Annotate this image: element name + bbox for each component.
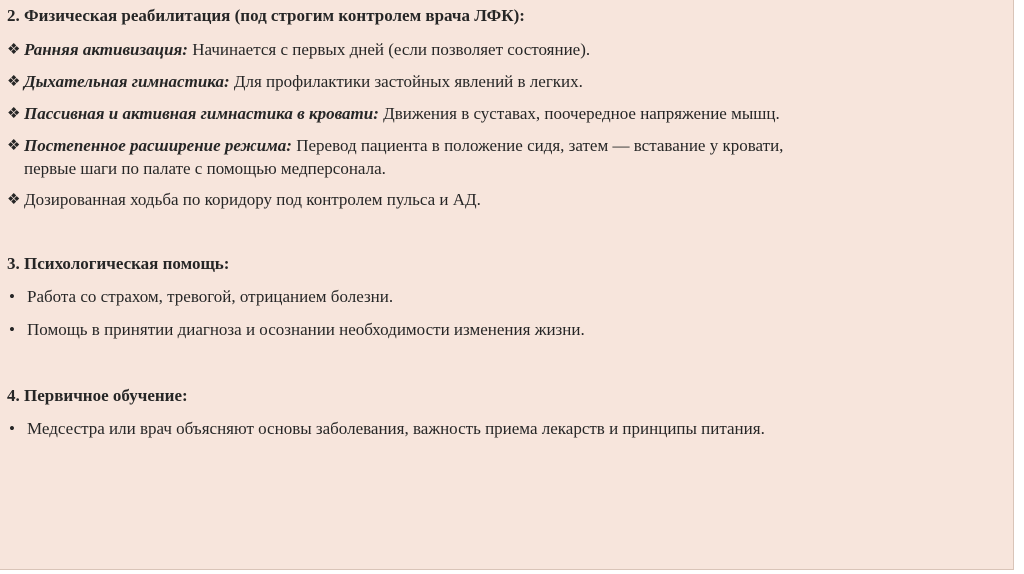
section-3-heading: 3. Психологическая помощь: bbox=[7, 254, 230, 273]
item-term: Постепенное расширение режима: bbox=[24, 136, 292, 155]
list-item bbox=[7, 190, 1013, 210]
diamond-bullet-icon: ❖ bbox=[7, 138, 21, 154]
item-text: Для профилактики застойных явлений в легких. bbox=[229, 72, 583, 91]
item-text: Дозированная ходьба по коридору под контролем пульса и АД. bbox=[24, 190, 481, 209]
dot-bullet-icon: • bbox=[9, 419, 15, 438]
list-item-continuation: первые шаги по палате с помощью медперсонала. bbox=[24, 159, 386, 178]
section-4-heading: 4. Первичное обучение: bbox=[7, 386, 188, 405]
list-item bbox=[7, 72, 1013, 92]
dot-bullet-icon: • bbox=[9, 287, 15, 306]
diamond-bullet-icon: ❖ bbox=[7, 42, 21, 58]
item-text: Движения в суставах, поочередное напряжение мышц. bbox=[378, 104, 780, 123]
list-item bbox=[7, 419, 1013, 439]
diamond-bullet-icon: ❖ bbox=[7, 74, 21, 90]
section-2-heading: 2. Физическая реабилитация (под строгим контролем врача ЛФК): bbox=[7, 6, 525, 25]
item-text: Работа со страхом, тревогой, отрицанием болезни. bbox=[27, 287, 394, 306]
item-text: Медсестра или врач объясняют основы заболевания, важность приема лекарств и принципы питания. bbox=[27, 419, 765, 438]
item-text: Начинается с первых дней (если позволяет состояние). bbox=[187, 40, 591, 59]
diamond-bullet-icon: ❖ bbox=[7, 192, 21, 208]
list-item bbox=[7, 287, 1013, 307]
item-text: Перевод пациента в положение сидя, затем — вставание у кровати, bbox=[291, 136, 784, 155]
item-term: Дыхательная гимнастика: bbox=[24, 72, 230, 91]
diamond-bullet-icon: ❖ bbox=[7, 106, 21, 122]
list-item bbox=[7, 136, 1013, 156]
dot-bullet-icon: • bbox=[9, 320, 15, 339]
list-item bbox=[7, 40, 1013, 60]
item-term: Пассивная и активная гимнастика в кровати: bbox=[24, 104, 379, 123]
item-text: Помощь в принятии диагноза и осознании необходимости изменения жизни. bbox=[27, 320, 585, 339]
list-item bbox=[7, 320, 1013, 340]
item-term: Ранняя активизация: bbox=[24, 40, 188, 59]
list-item bbox=[7, 104, 1013, 124]
